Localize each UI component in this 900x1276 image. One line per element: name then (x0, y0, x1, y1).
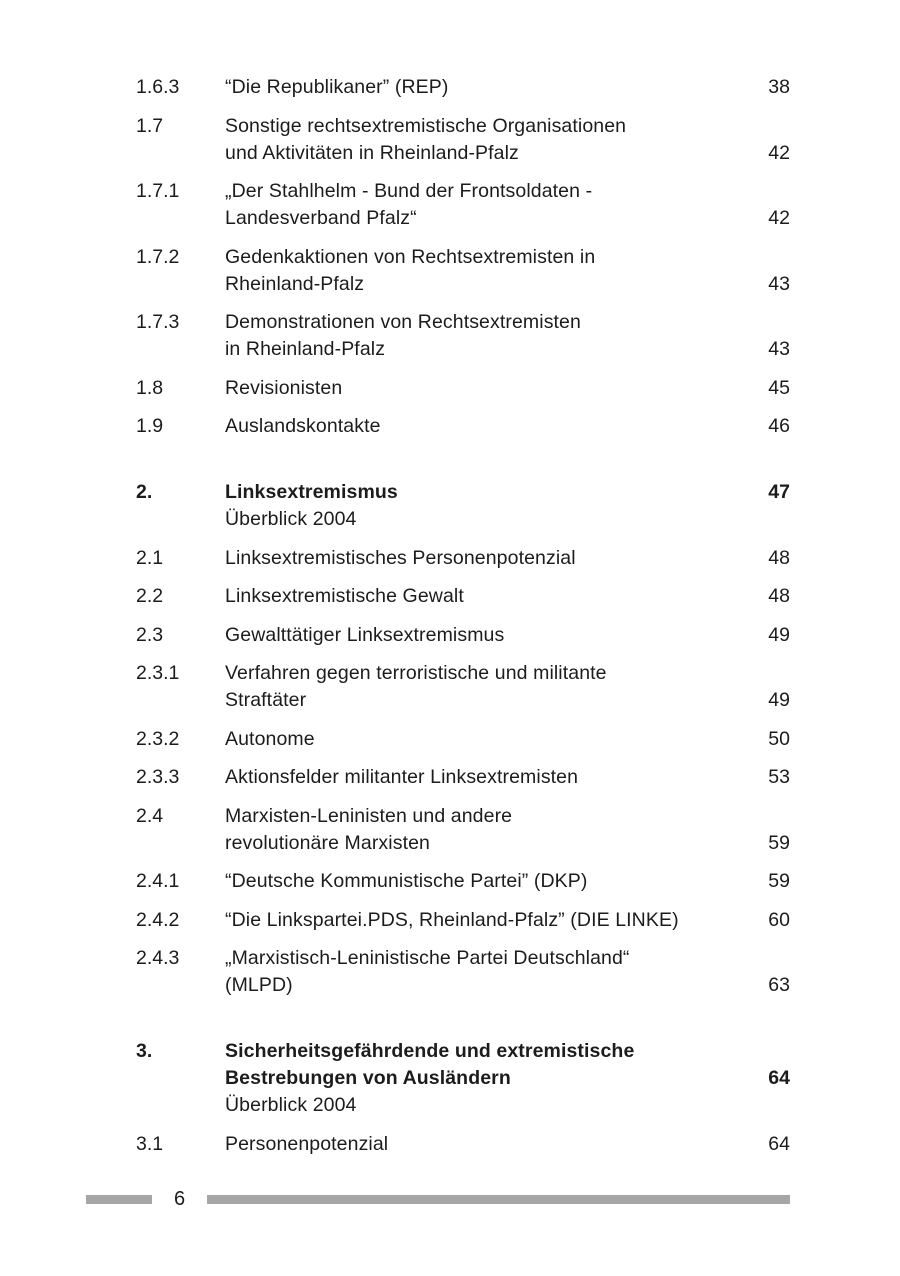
toc-entry-title: Aktionsfelder militanter Linksextremisten (225, 766, 579, 788)
toc-entry-line (136, 1038, 790, 1065)
toc-entry-title: „Marxistisch-Leninistische Partei Deutschland“ (225, 947, 630, 969)
toc-entry-page: 64 (768, 1132, 790, 1155)
toc-entry-title: revolutionäre Marxisten (225, 831, 430, 854)
toc-entry-line (136, 113, 790, 140)
toc-entry-line (136, 660, 790, 687)
toc-entry (136, 726, 790, 753)
toc-entry-number: 1.6.3 (136, 76, 180, 98)
toc-entry-line (136, 1092, 790, 1119)
toc-entry-page (738, 803, 790, 830)
toc-entry-line (136, 583, 790, 610)
toc-entry-title: Gedenkaktionen von Rechtsextremisten in (225, 245, 596, 268)
toc-entry-line (136, 868, 790, 895)
toc-entry-line (136, 413, 790, 440)
toc-entry-page: 46 (768, 415, 790, 437)
toc-entry-number: 1.9 (136, 415, 164, 437)
toc-entry-page (738, 178, 790, 205)
toc-entry-line (136, 506, 790, 533)
toc-entry-page: 38 (768, 76, 790, 98)
toc-entry-number (136, 1065, 225, 1092)
toc-entry-line (136, 972, 790, 999)
toc-entry-page (738, 309, 790, 336)
toc-entry-page: 43 (768, 272, 790, 295)
toc-entry (136, 583, 790, 610)
toc-entry-number: 2. (136, 481, 153, 503)
toc-entry-page: 48 (768, 585, 790, 607)
toc-entry-page: 43 (768, 338, 790, 360)
toc-entry-line (136, 336, 790, 363)
toc-entry-page: 47 (768, 481, 790, 503)
toc-entry-title: “Die Republikaner” (REP) (225, 76, 449, 98)
toc-entry-number (136, 972, 225, 999)
toc-entry-line (136, 945, 790, 972)
toc-entry-page: 59 (768, 870, 790, 892)
toc-entry-title: und Aktivitäten in Rheinland-Pfalz (225, 141, 519, 164)
toc-entry-title: Linksextremistisches Personenpotenzial (225, 546, 576, 569)
toc-entry-title: Gewalttätiger Linksextremismus (225, 623, 505, 646)
toc-entry-title: Linksextremismus (225, 481, 398, 503)
toc-entry (136, 178, 790, 232)
toc-entry-title: “Deutsche Kommunistische Partei” (DKP) (225, 870, 588, 892)
toc-entry-number: 2.3.3 (136, 766, 180, 788)
toc-entry-line (136, 205, 790, 232)
toc-entry-number: 1.7 (136, 114, 164, 137)
toc-entry-page: 59 (768, 831, 790, 854)
toc-entry-line (136, 803, 790, 830)
toc-entry-page (738, 1038, 790, 1065)
toc-entry-number: 2.2 (136, 585, 164, 607)
toc-entry-line (136, 764, 790, 791)
toc-entry-page: 63 (768, 974, 790, 996)
toc-entry-subtitle: Überblick 2004 (225, 508, 357, 530)
toc-entry-number: 1.7.2 (136, 245, 180, 268)
toc-entry-number (136, 1092, 225, 1119)
toc-entry-line (136, 74, 790, 101)
toc-entry-line (136, 1065, 790, 1092)
toc-entry-number (136, 271, 225, 298)
toc-entry-page: 42 (768, 141, 790, 164)
toc-entry (136, 375, 790, 402)
toc-entry-title: Linksextremistische Gewalt (225, 585, 464, 607)
toc-entry (136, 244, 790, 298)
toc-entry (136, 1038, 790, 1119)
toc-entry-title: Landesverband Pfalz“ (225, 207, 417, 229)
toc-entry-page (738, 113, 790, 140)
toc-entry-title: Sicherheitsgefährdende und extremistische (225, 1040, 635, 1062)
table-of-contents (136, 74, 790, 1169)
toc-entry-page (738, 660, 790, 687)
toc-entry-line (136, 622, 790, 649)
toc-entry-number (136, 205, 225, 232)
toc-entry-page: 45 (768, 376, 790, 399)
toc-entry-number: 2.3 (136, 623, 164, 646)
toc-entry (136, 803, 790, 857)
page-footer (0, 1186, 900, 1212)
toc-entry-number: 1.8 (136, 376, 164, 399)
toc-entry-line (136, 479, 790, 506)
toc-entry-title: (MLPD) (225, 974, 293, 996)
toc-entry-page: 42 (768, 207, 790, 229)
toc-entry-title: Auslandskontakte (225, 415, 381, 437)
toc-entry-number: 2.4.3 (136, 947, 180, 969)
toc-entry-number: 3.1 (136, 1132, 164, 1155)
toc-entry-line (136, 726, 790, 753)
toc-entry-title: Bestrebungen von Ausländern (225, 1067, 511, 1089)
toc-entry-title: Marxisten-Leninisten und andere (225, 804, 513, 827)
toc-entry-line (136, 375, 790, 402)
toc-entry (136, 660, 790, 714)
toc-entry-number: 2.4.1 (136, 870, 180, 892)
footer-rule-left (86, 1195, 152, 1204)
toc-entry-number: 2.4.2 (136, 908, 180, 931)
toc-entry-number: 2.3.1 (136, 662, 180, 684)
toc-entry-line (136, 178, 790, 205)
toc-entry-line (136, 1131, 790, 1158)
toc-entry-line (136, 309, 790, 336)
toc-entry-number (136, 336, 225, 363)
toc-entry (136, 479, 790, 533)
footer-rule-right (207, 1195, 790, 1204)
toc-entry-title: in Rheinland-Pfalz (225, 338, 386, 360)
toc-entry (136, 545, 790, 572)
toc-entry (136, 868, 790, 895)
toc-entry (136, 113, 790, 167)
toc-entry-number (136, 830, 225, 857)
toc-entry-title: Personenpotenzial (225, 1132, 389, 1155)
toc-entry-title: “Die Linkspartei.PDS, Rheinland-Pfalz” (DIE LINKE) (225, 908, 679, 931)
toc-entry-page (738, 945, 790, 972)
toc-entry (136, 945, 790, 999)
toc-entry-line (136, 545, 790, 572)
toc-entry-number: 1.7.3 (136, 311, 180, 333)
toc-entry-title: Straftäter (225, 689, 307, 711)
toc-entry-number (136, 506, 225, 533)
toc-entry-page (738, 244, 790, 271)
toc-entry-number: 2.1 (136, 546, 164, 569)
toc-entry-title: Autonome (225, 727, 315, 750)
toc-entry-line (136, 830, 790, 857)
toc-entry-line (136, 687, 790, 714)
toc-entry-line (136, 140, 790, 167)
toc-entry (136, 74, 790, 101)
toc-entry (136, 622, 790, 649)
toc-entry-page (738, 506, 790, 533)
toc-entry-title: Revisionisten (225, 376, 343, 399)
toc-entry-page: 53 (768, 766, 790, 788)
toc-entry-number (136, 687, 225, 714)
toc-entry-line (136, 244, 790, 271)
toc-entry-subtitle: Überblick 2004 (225, 1094, 357, 1116)
toc-entry-page: 49 (768, 689, 790, 711)
toc-entry-page: 50 (768, 727, 790, 750)
toc-entry-line (136, 907, 790, 934)
toc-entry (136, 309, 790, 363)
toc-entry-page: 60 (768, 908, 790, 931)
toc-entry (136, 1131, 790, 1158)
toc-entry-title: „Der Stahlhelm - Bund der Frontsoldaten - (225, 180, 593, 202)
toc-entry-title: Rheinland-Pfalz (225, 272, 365, 295)
toc-entry-number: 2.3.2 (136, 727, 180, 750)
toc-entry-title: Sonstige rechtsextremistische Organisationen (225, 114, 627, 137)
toc-entry-number (136, 140, 225, 167)
footer-page-number: 6 (173, 1188, 186, 1210)
toc-entry-page: 49 (768, 623, 790, 646)
toc-entry (136, 907, 790, 934)
toc-entry-title: Verfahren gegen terroristische und militante (225, 662, 607, 684)
toc-entry-number: 3. (136, 1040, 153, 1062)
toc-entry-line (136, 271, 790, 298)
toc-entry-title: Demonstrationen von Rechtsextremisten (225, 311, 581, 333)
toc-entry-page: 64 (768, 1067, 790, 1089)
toc-entry-number: 1.7.1 (136, 180, 180, 202)
toc-entry-page (738, 1092, 790, 1119)
toc-entry (136, 764, 790, 791)
toc-entry-page: 48 (768, 546, 790, 569)
toc-entry (136, 413, 790, 440)
toc-entry-number: 2.4 (136, 804, 164, 827)
